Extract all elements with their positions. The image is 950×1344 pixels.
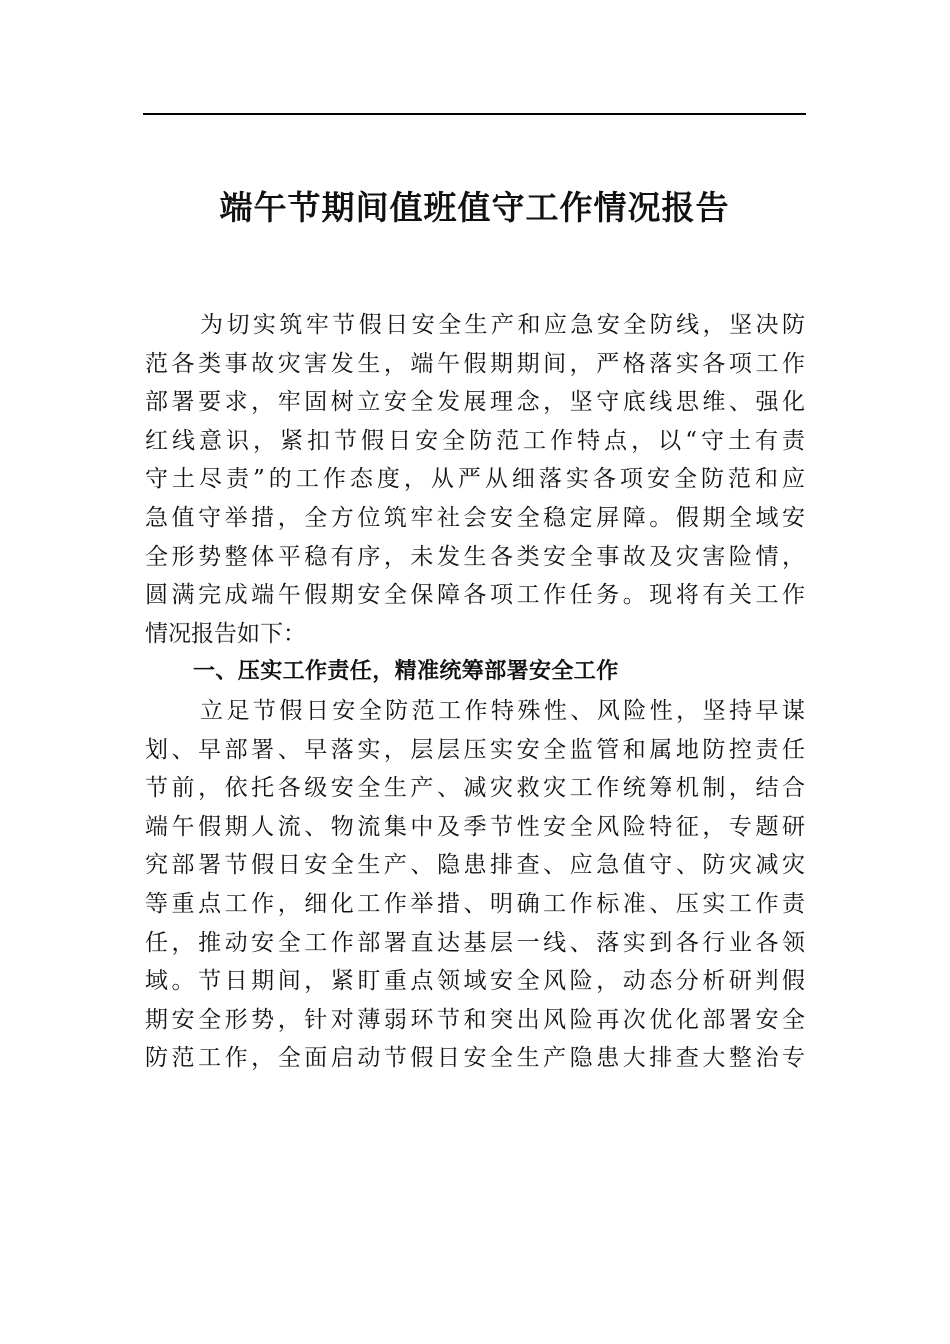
paragraph-line: 红线意识，紧扣节假日安全防范工作特点，以“守土有责 — [145, 427, 805, 454]
header-rule — [143, 113, 806, 115]
section-heading: 一、压实工作责任，精准统筹部署安全工作 — [193, 659, 619, 685]
paragraph-line: 任，推动安全工作部署直达基层一线、落实到各行业各领 — [145, 929, 805, 956]
paragraph-line: 究部署节假日安全生产、隐患排查、应急值守、防灾减灾 — [145, 852, 805, 879]
paragraph-line: 部署要求，牢固树立安全发展理念，坚守底线思维、强化 — [145, 389, 805, 416]
paragraph-line: 立足节假日安全防范工作特殊性、风险性，坚持早谋 — [200, 697, 805, 724]
paragraph-line: 防范工作，全面启动节假日安全生产隐患大排查大整治专 — [145, 1045, 805, 1072]
paragraph-line: 范各类事故灾害发生，端午假期期间，严格落实各项工作 — [145, 350, 805, 377]
document-title: 端午节期间值班值守工作情况报告 — [219, 188, 730, 227]
paragraph-line: 划、早部署、早落实，层层压实安全监管和属地防控责任 — [145, 736, 805, 763]
paragraph-line: 情况报告如下： — [145, 620, 306, 647]
paragraph-line: 域。节日期间，紧盯重点领域安全风险，动态分析研判假 — [145, 968, 805, 995]
paragraph-line: 端午假期人流、物流集中及季节性安全风险特征，专题研 — [145, 813, 805, 840]
paragraph-line: 为切实筑牢节假日安全生产和应急安全防线，坚决防 — [200, 312, 805, 338]
paragraph-line: 等重点工作，细化工作举措、明确工作标准、压实工作责 — [145, 890, 805, 917]
paragraph-line: 全形势整体平稳有序，未发生各类安全事故及灾害险情， — [145, 543, 805, 570]
intro-paragraph — [145, 306, 805, 653]
document-body — [145, 306, 805, 1078]
section-paragraph — [145, 692, 805, 1078]
paragraph-line: 急值守举措，全方位筑牢社会安全稳定屏障。假期全域安 — [145, 504, 805, 531]
paragraph-line: 期安全形势，针对薄弱环节和突出风险再次优化部署安全 — [145, 1006, 805, 1033]
paragraph-line: 守土尽责”的工作态度，从严从细落实各项安全防范和应 — [145, 466, 805, 493]
paragraph-line: 圆满完成端午假期安全保障各项工作任务。现将有关工作 — [145, 582, 805, 609]
paragraph-line: 节前，依托各级安全生产、减灾救灾工作统筹机制，结合 — [145, 775, 805, 802]
